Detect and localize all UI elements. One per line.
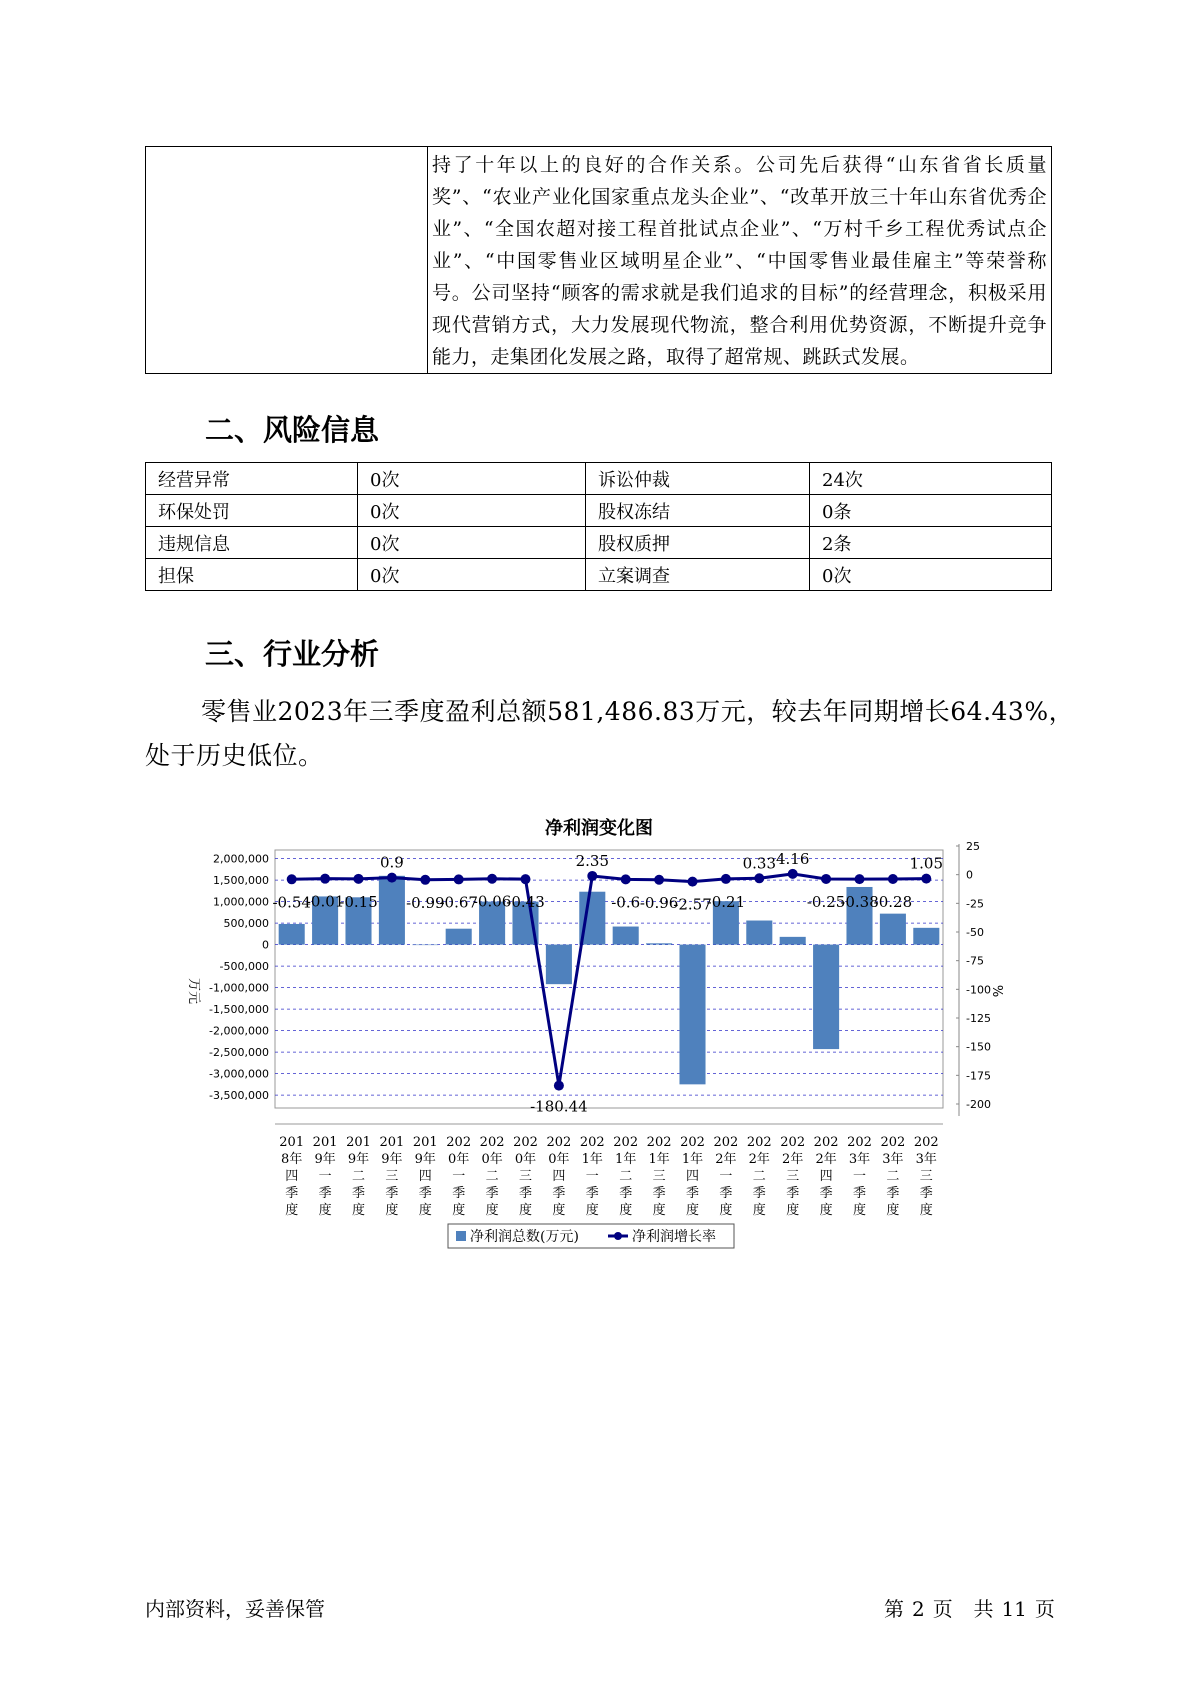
risk-info-table (145, 462, 1052, 591)
risk-value: 0次 (358, 495, 586, 527)
x-tick-label: 度 (485, 1203, 499, 1218)
growth-rate-data-label: -2.57 (673, 895, 712, 914)
risk-value: 0次 (810, 559, 1052, 591)
x-tick-label: 季 (786, 1186, 800, 1201)
bar (913, 928, 939, 945)
x-tick-label: 一 (318, 1169, 332, 1184)
x-tick-label: 1年 (615, 1152, 637, 1167)
growth-rate-data-label: 0.9 (379, 853, 404, 872)
y-tick-label: -3,000,000 (209, 1067, 269, 1081)
x-tick-label: 202 (446, 1135, 472, 1150)
risk-value: 0次 (358, 463, 586, 495)
growth-rate-point (387, 873, 397, 883)
x-tick-label: 季 (919, 1186, 933, 1201)
x-tick-label: 9年 (347, 1152, 370, 1167)
x-tick-label: 2年 (782, 1152, 804, 1167)
bar (279, 924, 305, 945)
y2-axis-title: % (989, 984, 1004, 998)
x-tick-label: 度 (385, 1203, 399, 1218)
growth-rate-data-label: -0.96 (639, 893, 679, 912)
growth-rate-point (821, 874, 831, 884)
intro-text-cell (428, 147, 1052, 374)
page-number: 2 (912, 1597, 925, 1621)
risk-value: 2条 (810, 527, 1052, 559)
x-tick-label: 9年 (314, 1152, 336, 1167)
y-tick-label: -1,000,000 (209, 981, 269, 995)
x-tick-label: 度 (852, 1203, 867, 1218)
growth-rate-point (855, 874, 865, 884)
x-tick-label: 202 (579, 1135, 605, 1150)
y2-tick-label: -150 (966, 1040, 991, 1054)
chart-title: 净利润变化图 (545, 818, 653, 839)
y2-tick-label: -125 (966, 1012, 991, 1025)
x-tick-label: 季 (318, 1186, 332, 1201)
x-tick-label: 度 (452, 1203, 466, 1218)
x-tick-label: 季 (685, 1186, 700, 1201)
x-tick-label: 季 (485, 1186, 499, 1201)
x-tick-label: 202 (546, 1135, 572, 1150)
x-tick-label: 度 (619, 1203, 633, 1218)
x-tick-label: 度 (318, 1203, 332, 1218)
x-tick-label: 季 (652, 1186, 666, 1201)
growth-rate-point (788, 869, 798, 879)
x-tick-label: 度 (719, 1203, 733, 1218)
x-tick-label: 季 (452, 1186, 466, 1201)
x-tick-label: 季 (351, 1186, 366, 1201)
intro-text: 持了十年以上的良好的合作关系。公司先后获得“山东省省长质量奖”、“农业产业化国家重点龙头企业”、“改革开放三十年山东省优秀企业”、“全国农超对接工程首批试点企业”、“万村千乡工程优秀试点企业”、“中国零售业区域明星企业”、“中国零售业最佳雇主”等荣誉称号。公司坚持“顾客的需求就是我们追求的目标”的经营理念，积极采用现代营销方式，大力发展现代物流，整合利用优势资源，不断提升竞争能力，走集团化发展之路，取得了超常规、跳跃式发展。 (432, 154, 1047, 368)
x-tick-label: 度 (518, 1203, 533, 1218)
risk-value: 24次 (810, 463, 1052, 495)
y-tick-label: 0 (262, 938, 269, 952)
x-tick-label: 度 (552, 1203, 566, 1218)
risk-section-title: 二、风险信息 (205, 413, 380, 447)
bar (679, 945, 705, 1085)
bar (780, 937, 806, 945)
x-tick-label: 二 (351, 1169, 366, 1184)
bar (546, 945, 572, 985)
risk-value: 0次 (358, 527, 586, 559)
growth-rate-data-label: -0.25 (806, 892, 846, 911)
x-tick-label: 3年 (915, 1152, 937, 1167)
risk-label: 诉讼仲裁 (586, 463, 810, 495)
y-tick-label: -1,500,000 (209, 1003, 269, 1017)
x-tick-label: 度 (919, 1203, 933, 1218)
x-tick-label: 三 (385, 1169, 399, 1184)
y-tick-label: 500,000 (223, 917, 269, 931)
x-tick-label: 二 (886, 1169, 900, 1184)
y2-tick-label: -50 (966, 926, 984, 939)
x-tick-label: 一 (719, 1169, 733, 1184)
x-tick-label: 度 (786, 1203, 800, 1218)
industry-analysis-paragraph (145, 690, 1075, 778)
y-tick-label: 2,000,000 (213, 852, 269, 866)
plot-frame (275, 850, 943, 1108)
growth-rate-point (320, 874, 330, 884)
risk-row (146, 559, 1052, 591)
net-profit-chart-svg (180, 808, 1020, 1268)
risk-label: 立案调查 (586, 559, 810, 591)
net-profit-chart (180, 808, 1020, 1268)
x-tick-label: 202 (713, 1135, 739, 1150)
bar (379, 876, 405, 945)
x-tick-label: 二 (485, 1169, 499, 1184)
legend-line-label: 净利润增长率 (632, 1229, 716, 1245)
x-tick-label: 度 (819, 1203, 833, 1218)
x-tick-label: 度 (351, 1203, 366, 1218)
page-prefix: 第 (884, 1597, 904, 1621)
growth-rate-point (688, 877, 698, 887)
x-tick-label: 0年 (514, 1152, 537, 1167)
bar (746, 921, 772, 945)
growth-rate-data-label: -180.44 (530, 1097, 588, 1116)
x-tick-label: 季 (518, 1186, 533, 1201)
growth-rate-point (287, 874, 297, 884)
growth-rate-data-label: -0.28 (873, 892, 913, 911)
growth-rate-data-label: -0.43 (506, 893, 545, 912)
legend-bar-swatch (456, 1231, 466, 1241)
y2-tick-label: 0 (966, 868, 973, 882)
x-tick-label: 201 (379, 1135, 405, 1150)
x-tick-label: 202 (479, 1135, 505, 1150)
growth-rate-data-label: -0.54 (272, 893, 311, 912)
x-tick-label: 度 (652, 1203, 666, 1218)
x-tick-label: 一 (585, 1169, 599, 1184)
y2-tick-label: -175 (966, 1069, 991, 1083)
y2-tick-label: -25 (966, 897, 984, 911)
growth-rate-point (888, 874, 898, 884)
x-tick-label: 1年 (648, 1152, 670, 1167)
growth-rate-point (587, 871, 597, 881)
growth-rate-point (454, 874, 464, 884)
x-tick-label: 202 (847, 1135, 872, 1150)
growth-rate-point (921, 874, 931, 884)
x-tick-label: 季 (385, 1186, 399, 1201)
x-tick-label: 一 (852, 1169, 867, 1184)
growth-rate-point (654, 875, 664, 885)
y-tick-label: -3,500,000 (209, 1089, 269, 1103)
growth-rate-data-label: -0.01 (305, 892, 345, 911)
growth-rate-point (521, 874, 531, 884)
growth-rate-point (487, 874, 497, 884)
y-tick-label: -2,000,000 (209, 1024, 269, 1038)
bar (813, 945, 839, 1049)
growth-rate-data-label: -0.15 (339, 892, 378, 911)
x-tick-label: 三 (919, 1169, 933, 1184)
x-tick-label: 季 (552, 1186, 566, 1201)
x-tick-label: 季 (418, 1186, 432, 1201)
risk-label: 担保 (146, 559, 358, 591)
y2-tick-label: -200 (966, 1098, 991, 1111)
y2-tick-label: -75 (966, 954, 984, 968)
x-tick-label: 三 (786, 1169, 800, 1184)
bar (412, 945, 438, 946)
y-tick-label: -500,000 (219, 960, 269, 974)
x-tick-label: 1年 (581, 1152, 603, 1167)
x-tick-label: 度 (418, 1203, 432, 1218)
growth-rate-data-label: -0.6 (611, 893, 641, 912)
x-tick-label: 8年 (281, 1152, 303, 1167)
growth-rate-data-label: -0.06 (472, 892, 512, 911)
growth-rate-point (354, 874, 364, 884)
y2-tick-label: -100 (966, 983, 991, 997)
x-tick-label: 一 (452, 1169, 466, 1184)
y-axis-title: 万元 (186, 977, 201, 1005)
x-tick-label: 0年 (548, 1152, 570, 1167)
intro-label-cell (146, 147, 428, 374)
risk-row (146, 495, 1052, 527)
total-unit: 页 (1034, 1597, 1055, 1621)
growth-rate-data-label: -0.21 (706, 892, 746, 911)
bar (880, 914, 906, 945)
x-tick-label: 季 (585, 1186, 599, 1201)
risk-row (146, 463, 1052, 495)
risk-label: 违规信息 (146, 527, 358, 559)
x-tick-label: 3年 (882, 1152, 904, 1167)
bar (446, 929, 472, 945)
growth-rate-data-label: -0.67 (439, 893, 478, 912)
x-tick-label: 2年 (715, 1152, 737, 1167)
growth-rate-point (754, 873, 764, 883)
page-unit: 页 (932, 1597, 953, 1621)
growth-rate-data-label: 4.16 (775, 849, 810, 868)
total-pages: 11 (1001, 1597, 1027, 1621)
x-tick-label: 季 (719, 1186, 733, 1201)
company-intro-table (145, 146, 1052, 374)
total-prefix: 共 (973, 1597, 994, 1621)
x-tick-label: 202 (646, 1135, 672, 1150)
x-tick-label: 3年 (848, 1152, 871, 1167)
risk-label: 股权质押 (586, 527, 810, 559)
x-tick-label: 202 (613, 1135, 639, 1150)
x-tick-label: 9年 (414, 1152, 436, 1167)
x-tick-label: 202 (513, 1135, 538, 1150)
x-tick-label: 2年 (815, 1152, 837, 1167)
x-tick-label: 度 (752, 1203, 766, 1218)
x-tick-label: 四 (285, 1169, 299, 1184)
x-tick-label: 201 (346, 1135, 371, 1150)
footer-confidential-note: 内部资料，妥善保管 (145, 1597, 325, 1621)
x-tick-label: 度 (886, 1203, 900, 1218)
x-tick-label: 季 (285, 1186, 299, 1201)
x-tick-label: 201 (312, 1135, 338, 1150)
industry-section-title: 三、行业分析 (205, 637, 380, 671)
x-tick-label: 季 (752, 1186, 766, 1201)
bar (646, 943, 672, 944)
x-tick-label: 202 (813, 1135, 839, 1150)
growth-rate-data-label: 2.35 (575, 851, 610, 870)
x-tick-label: 四 (418, 1169, 432, 1184)
x-tick-label: 三 (518, 1169, 533, 1184)
risk-label: 环保处罚 (146, 495, 358, 527)
y2-tick-label: 25 (966, 840, 980, 853)
x-tick-label: 201 (279, 1135, 305, 1150)
x-tick-label: 1年 (681, 1152, 704, 1167)
y-tick-label: 1,500,000 (213, 874, 269, 888)
y-tick-label: 1,000,000 (213, 895, 269, 909)
x-tick-label: 201 (412, 1135, 438, 1150)
legend-line-marker (614, 1232, 622, 1240)
x-tick-label: 0年 (448, 1152, 470, 1167)
risk-value: 0条 (810, 495, 1052, 527)
risk-row (146, 527, 1052, 559)
x-tick-label: 202 (746, 1135, 772, 1150)
x-tick-label: 202 (680, 1135, 705, 1150)
x-tick-label: 季 (619, 1186, 633, 1201)
x-tick-label: 季 (886, 1186, 900, 1201)
x-tick-label: 四 (552, 1169, 566, 1184)
x-tick-label: 四 (819, 1169, 833, 1184)
growth-rate-point (554, 1081, 564, 1091)
y-tick-label: -2,500,000 (209, 1046, 269, 1060)
footer-page-number (880, 1593, 1059, 1622)
growth-rate-point (621, 874, 631, 884)
x-tick-label: 二 (619, 1169, 633, 1184)
bar (613, 927, 639, 945)
industry-analysis-text: 零售业2023年三季度盈利总额581,486.83万元，较去年同期增长64.43%，处于历史低位。 (145, 697, 1075, 770)
legend-bar-label: 净利润总数(万元) (470, 1229, 579, 1245)
x-tick-label: 四 (685, 1169, 700, 1184)
risk-label: 经营异常 (146, 463, 358, 495)
x-tick-label: 二 (752, 1169, 766, 1184)
growth-rate-point (420, 875, 430, 885)
x-tick-label: 202 (880, 1135, 906, 1150)
growth-rate-data-label: 0.33 (742, 854, 777, 873)
risk-label: 股权冻结 (586, 495, 810, 527)
risk-value: 0次 (358, 559, 586, 591)
x-tick-label: 季 (852, 1186, 867, 1201)
x-tick-label: 度 (285, 1203, 299, 1218)
x-tick-label: 度 (585, 1203, 599, 1218)
growth-rate-data-label: 1.05 (909, 854, 944, 873)
x-tick-label: 三 (652, 1169, 666, 1184)
x-tick-label: 季 (819, 1186, 833, 1201)
x-tick-label: 0年 (481, 1152, 503, 1167)
x-tick-label: 度 (685, 1203, 700, 1218)
x-tick-label: 202 (913, 1135, 939, 1150)
growth-rate-point (721, 874, 731, 884)
growth-rate-data-label: -0.38 (840, 893, 879, 912)
x-tick-label: 9年 (381, 1152, 403, 1167)
growth-rate-data-label: -0.99 (406, 893, 445, 912)
x-tick-label: 202 (780, 1135, 806, 1150)
x-tick-label: 2年 (748, 1152, 770, 1167)
